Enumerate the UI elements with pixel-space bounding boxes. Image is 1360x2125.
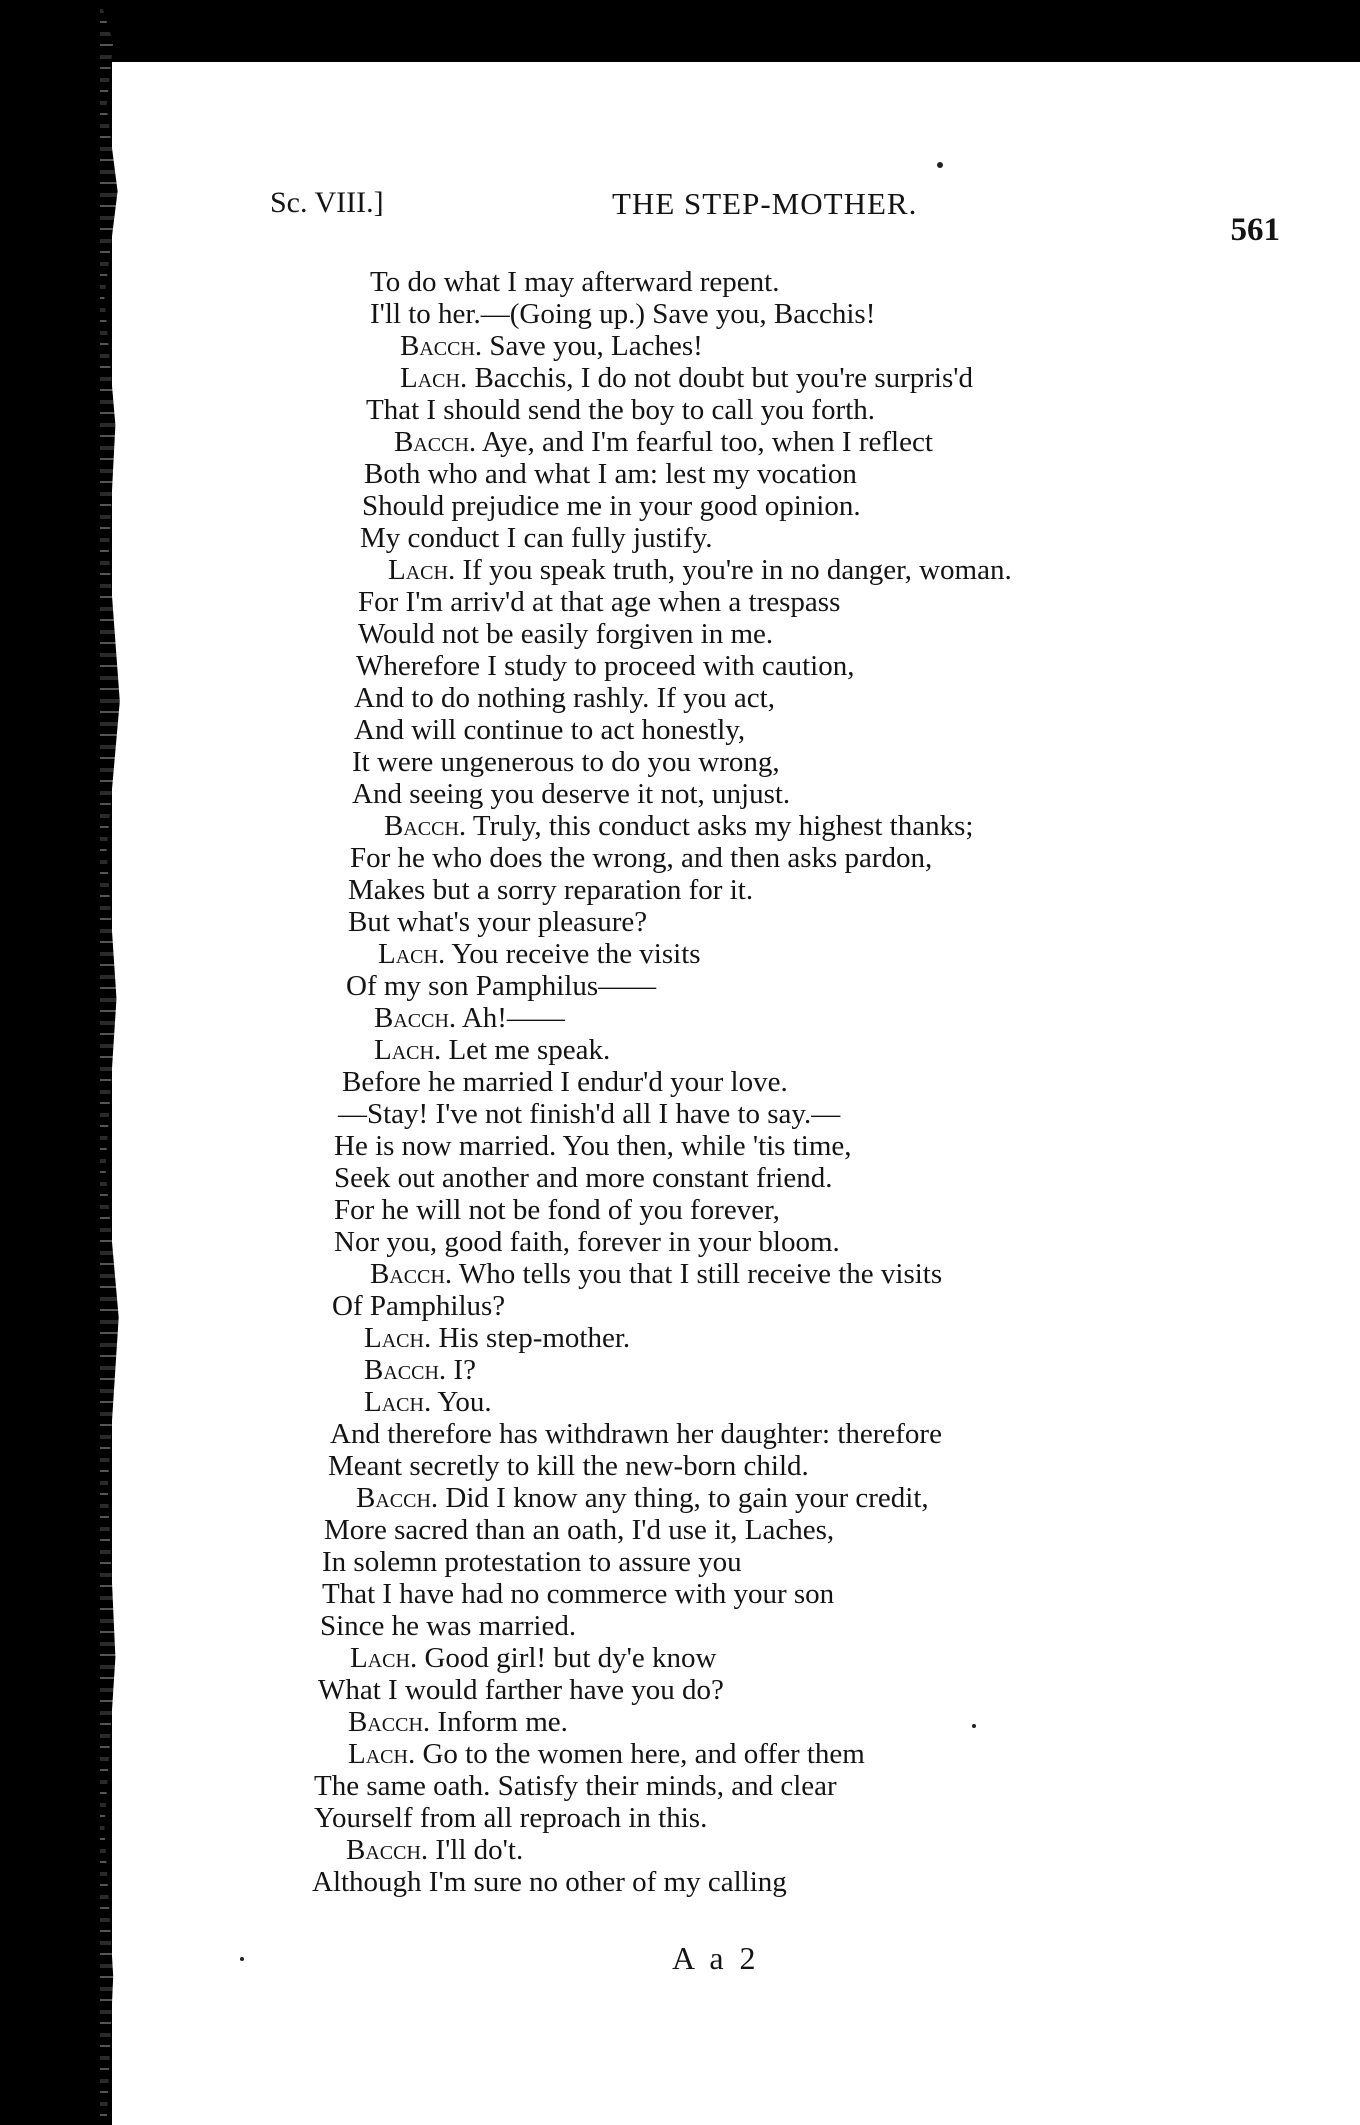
line-text: Inform me.: [437, 1706, 568, 1738]
verse-line: [330, 1418, 942, 1450]
page-number: 561: [1230, 212, 1280, 248]
verse-line: [332, 1290, 505, 1322]
verse-line: [364, 458, 857, 490]
line-text: More sacred than an oath, I'd use it, Laches,: [324, 1514, 835, 1546]
speaker-name: Lach.: [400, 362, 468, 394]
line-text: Although I'm sure no other of my calling: [312, 1866, 787, 1898]
verse-line: [320, 1610, 576, 1642]
verse-line: [334, 1226, 840, 1258]
line-text: He is now married. You then, while 'tis time,: [334, 1130, 852, 1162]
verse-line: [370, 266, 779, 298]
line-text: And seeing you deserve it not, unjust.: [352, 778, 791, 810]
speaker-name: Lach.: [348, 1738, 416, 1770]
speaker-name: Bacch.: [346, 1834, 429, 1866]
line-text: Yourself from all reproach in this.: [314, 1802, 708, 1834]
line-text: Makes but a sorry reparation for it.: [348, 874, 754, 906]
verse-line: [400, 330, 703, 362]
line-text: And will continue to act honestly,: [354, 714, 746, 746]
verse-line: [362, 490, 861, 522]
speaker-name: Bacch.: [364, 1354, 447, 1386]
line-text: That I have had no commerce with your son: [322, 1578, 835, 1610]
line-text: Truly, this conduct asks my highest thanks;: [472, 810, 974, 842]
verse-line: [338, 1098, 840, 1130]
line-text: His step-mother.: [438, 1322, 631, 1354]
line-text: I'll to her.—(Going up.) Save you, Bacchis!: [370, 298, 876, 330]
verse-line: [350, 1642, 716, 1674]
line-text: In solemn protestation to assure you: [322, 1546, 742, 1578]
line-text: Since he was married.: [320, 1610, 577, 1642]
verse-line: [348, 906, 647, 938]
verse-line: [374, 1002, 565, 1034]
verse-line: [328, 1450, 809, 1482]
line-text: Did I know any thing, to gain your credit,: [445, 1482, 929, 1514]
speck-mark: [240, 1957, 244, 1961]
verse-line: [358, 618, 773, 650]
line-text: Who tells you that I still receive the visits: [458, 1258, 943, 1290]
verse-line: [370, 1258, 942, 1290]
line-text: Would not be easily forgiven in me.: [358, 618, 774, 650]
running-head: [270, 186, 1280, 246]
line-text: Let me speak.: [448, 1034, 611, 1066]
line-text: Bacchis, I do not doubt but you're surpris'd: [474, 362, 974, 394]
line-text: Of my son Pamphilus——: [346, 970, 657, 1002]
speaker-name: Lach.: [374, 1034, 442, 1066]
line-text: Seek out another and more constant friend.: [334, 1162, 833, 1194]
speaker-name: Lach.: [364, 1386, 432, 1418]
verse-line: [364, 1386, 492, 1418]
line-text: Save you, Laches!: [489, 330, 703, 362]
section-label: Sc. VIII.]: [270, 186, 384, 219]
verse-line: [356, 1482, 929, 1514]
speaker-name: Bacch.: [370, 1258, 453, 1290]
speaker-name: Lach.: [388, 554, 456, 586]
speaker-name: Lach.: [350, 1642, 418, 1674]
verse-line: [348, 874, 753, 906]
line-text: Should prejudice me in your good opinion.: [362, 490, 861, 522]
verse-line: [352, 778, 790, 810]
verse-line: [394, 426, 933, 458]
line-text: But what's your pleasure?: [348, 906, 648, 938]
speaker-name: Bacch.: [356, 1482, 439, 1514]
line-text: Wherefore I study to proceed with caution,: [356, 650, 855, 682]
verse-line: [346, 1834, 523, 1866]
line-text: The same oath. Satisfy their minds, and clear: [314, 1770, 837, 1802]
line-text: My conduct I can fully justify.: [360, 522, 713, 554]
line-text: For he who does the wrong, and then asks pardon,: [350, 842, 933, 874]
verse-line: [314, 1802, 707, 1834]
speaker-name: Lach.: [364, 1322, 432, 1354]
verse-line: [374, 1034, 610, 1066]
line-text: For he will not be fond of you forever,: [334, 1194, 780, 1226]
verse-line: [354, 714, 745, 746]
line-text: If you speak truth, you're in no danger, woman.: [462, 554, 1012, 586]
verse-line: [348, 1706, 568, 1738]
verse-line: [334, 1162, 832, 1194]
line-text: For I'm arriv'd at that age when a trespass: [358, 586, 841, 618]
verse-line: [364, 1354, 476, 1386]
verse-line: [334, 1130, 852, 1162]
verse-line: [352, 746, 780, 778]
verse-line: [400, 362, 973, 394]
line-text: I?: [453, 1354, 476, 1386]
verse-line: [364, 1322, 630, 1354]
line-text: Before he married I endur'd your love.: [342, 1066, 788, 1098]
line-text: You.: [437, 1386, 492, 1418]
verse-line: [354, 682, 775, 714]
speaker-name: Lach.: [378, 938, 446, 970]
speaker-name: Bacch.: [348, 1706, 431, 1738]
speaker-name: Bacch.: [400, 330, 483, 362]
verse-line: [350, 842, 932, 874]
line-text: To do what I may afterward repent.: [370, 266, 780, 298]
line-text: Ah!——: [461, 1002, 565, 1034]
line-text: Go to the women here, and offer them: [422, 1738, 865, 1770]
verse-line: [312, 1866, 787, 1898]
verse-line: [378, 938, 701, 970]
line-text: What I would farther have you do?: [318, 1674, 724, 1706]
speck-mark: [937, 162, 943, 168]
line-text: You receive the visits: [451, 938, 701, 970]
verse-line: [348, 1738, 865, 1770]
verse-line: [370, 298, 875, 330]
speaker-name: Bacch.: [394, 426, 477, 458]
verse-line: [324, 1514, 834, 1546]
line-text: That I should send the boy to call you forth.: [366, 394, 876, 426]
speaker-name: Bacch.: [384, 810, 467, 842]
signature-mark: A a 2: [672, 1940, 760, 1976]
verse-line: [384, 810, 973, 842]
line-text: Of Pamphilus?: [332, 1290, 506, 1322]
verse-line: [360, 522, 713, 554]
line-text: It were ungenerous to do you wrong,: [352, 746, 780, 778]
verse-line: [334, 1194, 780, 1226]
line-text: Meant secretly to kill the new-born child.: [328, 1450, 809, 1482]
verse-line: [314, 1770, 837, 1802]
line-text: Both who and what I am: lest my vocation: [364, 458, 857, 490]
verse-line: [322, 1546, 742, 1578]
verse-line: [358, 586, 840, 618]
verse-line: [346, 970, 656, 1002]
verse-line: [342, 1066, 788, 1098]
verse-line: [366, 394, 875, 426]
line-text: I'll do't.: [435, 1834, 524, 1866]
line-text: Good girl! but dy'e know: [424, 1642, 717, 1674]
verse-line: [318, 1674, 724, 1706]
line-text: And therefore has withdrawn her daughter: therefore: [330, 1418, 942, 1450]
verse-line: [322, 1578, 834, 1610]
page-title: THE STEP-MOTHER.: [612, 186, 918, 221]
page-top-edge: [0, 0, 1360, 62]
verse-text-block: [0, 256, 1360, 1956]
verse-line: [388, 554, 1012, 586]
line-text: Aye, and I'm fearful too, when I reflect: [481, 426, 933, 458]
verse-line: [356, 650, 854, 682]
line-text: And to do nothing rashly. If you act,: [354, 682, 775, 714]
line-text: —Stay! I've not finish'd all I have to say.—: [338, 1098, 841, 1130]
line-text: Nor you, good faith, forever in your bloom.: [334, 1226, 840, 1258]
speaker-name: Bacch.: [374, 1002, 457, 1034]
